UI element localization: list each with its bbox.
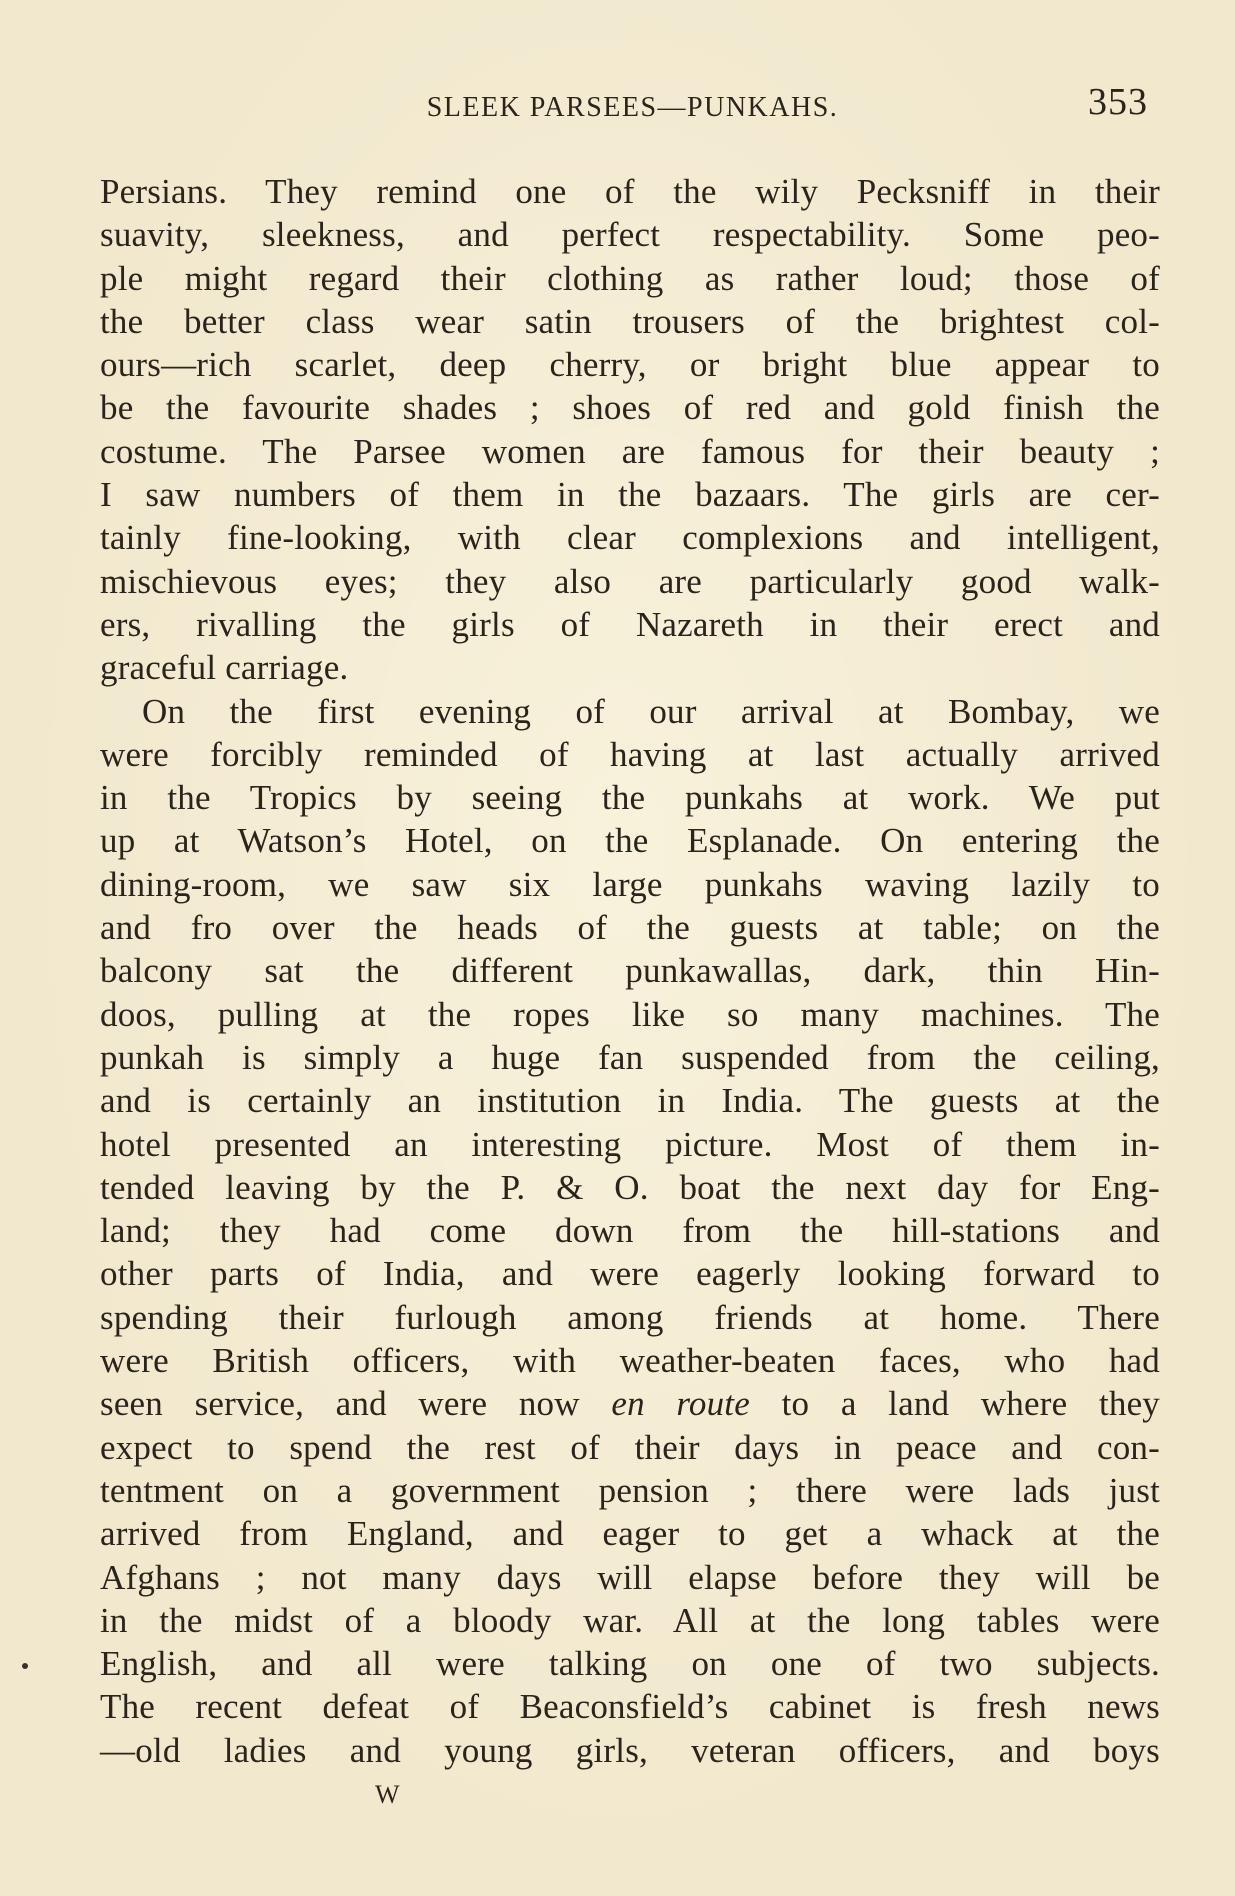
running-head [105,80,1160,130]
text-line: hotel presented an interesting picture. Most of them in- [100,1124,1160,1164]
page-number: 353 [1088,81,1148,123]
text-line: ours—rich scarlet, deep cherry, or bright blue appear to [100,345,1160,385]
text-line: up at Watson’s Hotel, on the Esplanade. On entering the [100,821,1160,861]
body-text [100,170,1160,1772]
text-line: land; they had come down from the hill-stations and [100,1211,1160,1251]
text-line: The recent defeat of Beaconsfield’s cabinet is fresh news [100,1687,1160,1727]
text-line: in the Tropics by seeing the punkahs at work. We put [100,778,1160,818]
text-line-with-italic [100,1382,1160,1425]
text-line: doos, pulling at the ropes like so many machines. The [100,994,1160,1034]
text-line: spending their furlough among friends at home. There [100,1297,1160,1337]
running-title: SLEEK PARSEES—PUNKAHS. [426,92,839,123]
margin-speck [22,1663,28,1669]
text-line: and fro over the heads of the guests at table; on the [100,908,1160,948]
text-line: were British officers, with weather-beaten faces, who had [100,1341,1160,1381]
text-line: costume. The Parsee women are famous for their beauty ; [100,431,1160,471]
text-line: and is certainly an institution in India. The guests at the [100,1081,1160,1121]
text-line: be the favourite shades ; shoes of red and gold finish the [100,388,1160,428]
text-line: other parts of India, and were eagerly looking forward to [100,1254,1160,1294]
text-line: Afghans ; not many days will elapse before they will be [100,1557,1160,1597]
paragraph-start-line: On the first evening of our arrival at Bombay, we [142,691,1160,731]
text-line: were forcibly reminded of having at last actually arrived [100,734,1160,774]
text-line: Persians. They remind one of the wily Pecksniff in their [100,172,1160,211]
text-line: suavity, sleekness, and perfect respectability. Some peo- [100,215,1160,255]
text-line: I saw numbers of them in the bazaars. The girls are cer- [100,475,1160,515]
italic-phrase: en route [611,1384,750,1424]
text-line: tainly fine-looking, with clear complexions and intelligent, [100,518,1160,558]
text-line: tentment on a government pension ; there were lads just [100,1470,1160,1510]
text-line: balcony sat the different punkawallas, dark, thin Hin- [100,951,1160,991]
text-line: punkah is simply a huge fan suspended from the ceiling, [100,1037,1160,1077]
text-line: in the midst of a bloody war. All at the long tables were [100,1600,1160,1640]
text-line: —old ladies and young girls, veteran officers, and boys [100,1730,1160,1770]
text-fragment: seen service, and were now [100,1384,612,1424]
text-line: English, and all were talking on one of two subjects. [100,1644,1160,1684]
text-line: mischievous eyes; they also are particularly good walk- [100,561,1160,601]
text-line: tended leaving by the P. & O. boat the next day for Eng- [100,1167,1160,1207]
signature-mark: W [375,1780,401,1809]
paragraph-end-line: graceful carriage. [100,648,349,688]
text-line: ple might regard their clothing as rather loud; those of [100,258,1160,298]
text-line: dining-room, we saw six large punkahs waving lazily to [100,864,1160,904]
text-line: expect to spend the rest of their days in peace and con- [100,1427,1160,1467]
text-fragment: to a land where they [749,1384,1161,1424]
text-line: arrived from England, and eager to get a whack at the [100,1514,1160,1554]
text-line: the better class wear satin trousers of the brightest col- [100,301,1160,341]
text-line: ers, rivalling the girls of Nazareth in their erect and [100,604,1160,644]
